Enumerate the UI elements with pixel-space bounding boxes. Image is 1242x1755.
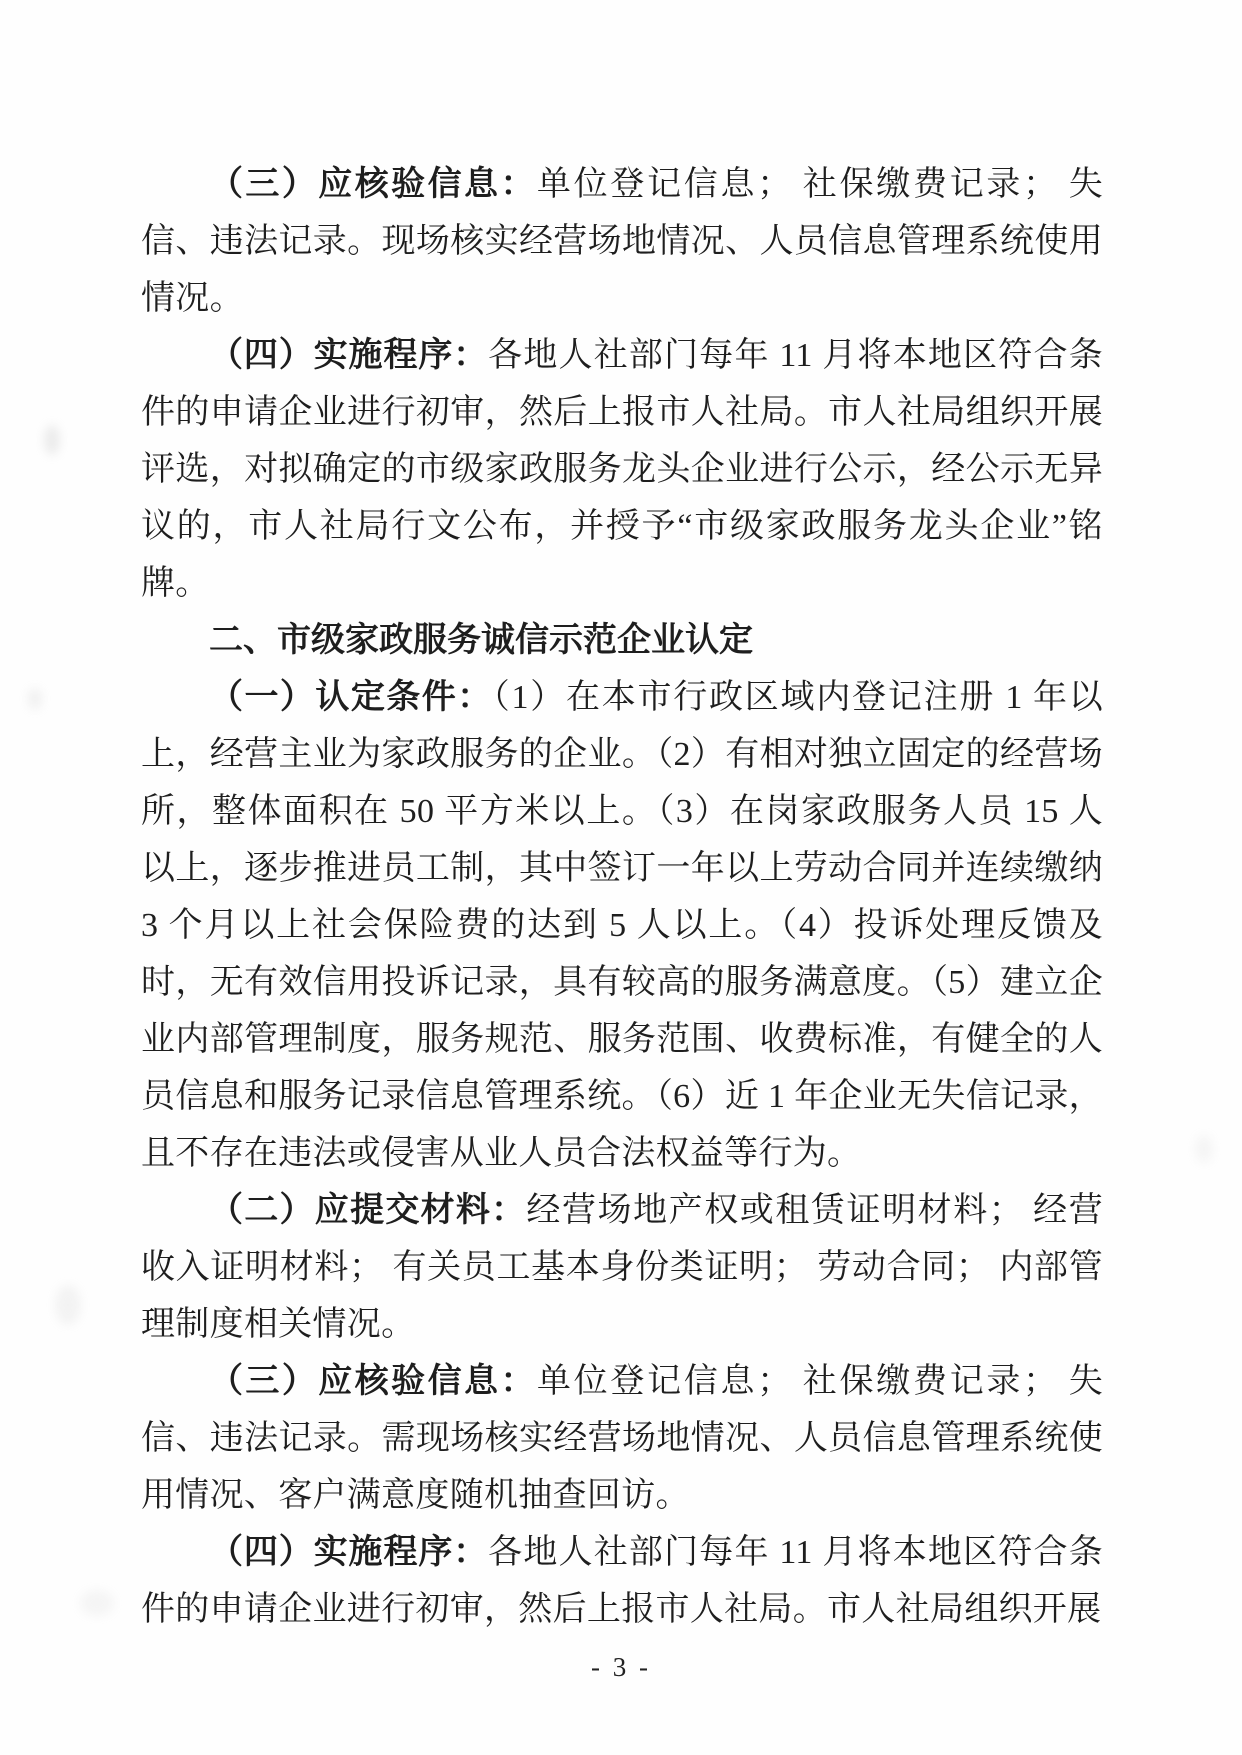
text-run: 单位登记信息； 社保缴费记录； 失信、违法记录。需现场核实经营场地情况、人员信息管理系统使用情况、客户满意度随机抽查回访。: [141, 1363, 1103, 1514]
paragraph: [141, 327, 1103, 612]
page-footer: [0, 1652, 1242, 1683]
emphasis-label: （三）应核验信息：: [209, 165, 537, 203]
text-run: 经营场地产权或租赁证明材料； 经营收入证明材料； 有关员工基本身份类证明； 劳动合同； 内部管理制度相关情况。: [141, 1192, 1103, 1343]
emphasis-label: （一）认定条件：: [209, 678, 493, 716]
paragraph: [141, 156, 1103, 327]
section-heading: [141, 612, 1103, 669]
document-body: [141, 156, 1103, 1638]
emphasis-label: （四）实施程序：: [209, 1533, 489, 1571]
emphasis-label: （三）应核验信息：: [209, 1362, 537, 1400]
paragraph: [141, 669, 1103, 1182]
text-run: （1）在本市行政区域内登记注册 1 年以上，经营主业为家政服务的企业。（2）有相对独立固定的经营场所，整体面积在 50 平方米以上。（3）在岗家政服务人员 15 人以上，逐步推进员工制，其中签订一年以上劳动合同并连续缴纳 3 个月以上社会保险费的达到 5 人以上。（4）投诉处理反馈及时，无有效信用投诉记录，具有较高的服务满意度。（5）建立企业内部管理制度，服务规范、服务范围、收费标准，有健全的人员信息和服务记录信息管理系统。（6）近 1 年企业无失信记录，且不存在违法或侵害从业人员合法权益等行为。: [141, 679, 1104, 1172]
emphasis-label: （二）应提交材料：: [209, 1191, 527, 1229]
emphasis-label: （四）实施程序：: [209, 336, 489, 374]
paragraph: [141, 1524, 1103, 1638]
scan-artifact: [44, 425, 60, 455]
page-number: - 3 -: [591, 1652, 651, 1682]
scan-artifact: [55, 1285, 81, 1325]
text-run: 各地人社部门每年 11 月将本地区符合条件的申请企业进行初审，然后上报市人社局。市人社局组织开展评选，对拟确定的市级家政服务龙头企业进行公示，经公示无异议的，市人社局行文公布，并授予“市级家政服务龙头企业”铭牌。: [141, 337, 1103, 602]
scan-artifact: [1195, 1135, 1213, 1163]
emphasis-label: 二、市级家政服务诚信示范企业认定: [209, 621, 753, 659]
scan-artifact: [28, 688, 42, 710]
paragraph: [141, 1182, 1103, 1353]
scan-artifact: [80, 1590, 114, 1616]
paragraph: [141, 1353, 1103, 1524]
text-run: 各地人社部门每年 11 月将本地区符合条件的申请企业进行初审，然后上报市人社局。市人社局组织开展: [141, 1534, 1103, 1628]
text-run: 单位登记信息； 社保缴费记录； 失信、违法记录。现场核实经营场地情况、人员信息管理系统使用情况。: [141, 166, 1103, 317]
